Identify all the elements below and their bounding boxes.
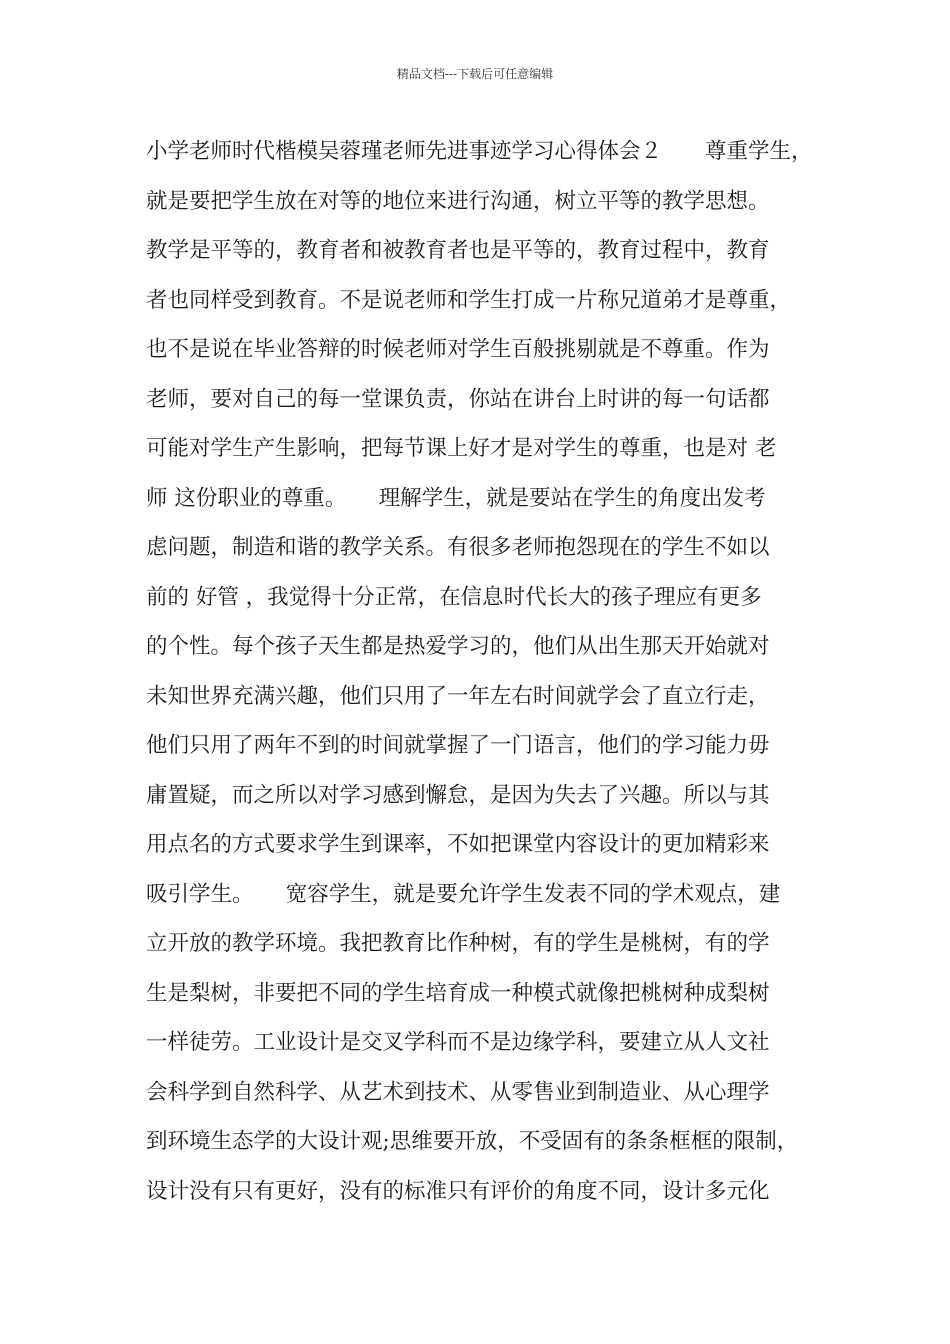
text-line: 吸引学生。 宽容学生，就是要允许学生发表不同的学术观点，建 bbox=[146, 881, 781, 907]
text-line: 他们只用了两年不到的时间就掌握了一门语言，他们的学习能力毋 bbox=[146, 733, 770, 758]
text-line: 设计没有只有更好，没有的标准只有评价的角度不同，设计多元化 bbox=[146, 1178, 770, 1204]
text-line: 老师，要对自己的每一堂课负责，你站在讲台上时讲的每一句话都 bbox=[146, 386, 770, 412]
text-line: 也不是说在毕业答辩的时候老师对学生百般挑剔就是不尊重。作为 bbox=[146, 337, 770, 362]
text-line: 一样徒劳。工业设计是交叉学科而不是边缘学科，要建立从人文社 bbox=[146, 1030, 770, 1055]
text-line: 虑问题，制造和谐的教学关系。有很多老师抱怨现在的学生不如以 bbox=[146, 535, 770, 560]
text-line: 就是要把学生放在对等的地位来进行沟通，树立平等的教学思想。 bbox=[146, 188, 770, 214]
text-line: 可能对学生产生影响，把每节课上好才是对学生的尊重，也是对 老 bbox=[146, 436, 777, 461]
document-body bbox=[146, 134, 836, 1223]
text-line: 的个性。每个孩子天生都是热爱学习的，他们从出生那天开始就对 bbox=[146, 634, 770, 659]
text-line: 立开放的教学环境。我把教育比作种树，有的学生是桃树，有的学 bbox=[146, 931, 770, 956]
text-line: 生是梨树，非要把不同的学生培育成一种模式就像把桃树种成梨树 bbox=[146, 980, 770, 1006]
text-line: 者也同样受到教育。不是说老师和学生打成一片称兄道弟才是尊重， bbox=[146, 287, 792, 313]
text-line: 庸置疑，而之所以对学习感到懈怠，是因为失去了兴趣。所以与其 bbox=[146, 782, 770, 808]
text-line: 用点名的方式要求学生到课率，不如把课堂内容设计的更加精彩来 bbox=[146, 832, 770, 857]
text-line: 师 这份职业的尊重。 理解学生，就是要站在学生的角度出发考 bbox=[146, 485, 766, 511]
text-line: 会科学到自然科学、从艺术到技术、从零售业到制造业、从心理学 bbox=[146, 1079, 770, 1105]
text-line: 教学是平等的，教育者和被教育者也是平等的，教育过程中，教育 bbox=[146, 238, 770, 263]
text-line: 到环境生态学的大设计观;思维要开放，不受固有的条条框框的限制， bbox=[146, 1129, 799, 1154]
page-header: 精品文档---下载后可任意编辑 bbox=[396, 67, 554, 81]
text-line: 小学老师时代楷模吴蓉瑾老师先进事迹学习心得体会２ 尊重学生， bbox=[146, 139, 813, 164]
text-line: 未知世界充满兴趣，他们只用了一年左右时间就学会了直立行走， bbox=[146, 683, 770, 709]
text-line: 前的 好管 ，我觉得十分正常，在信息时代长大的孩子理应有更多 bbox=[146, 584, 762, 610]
